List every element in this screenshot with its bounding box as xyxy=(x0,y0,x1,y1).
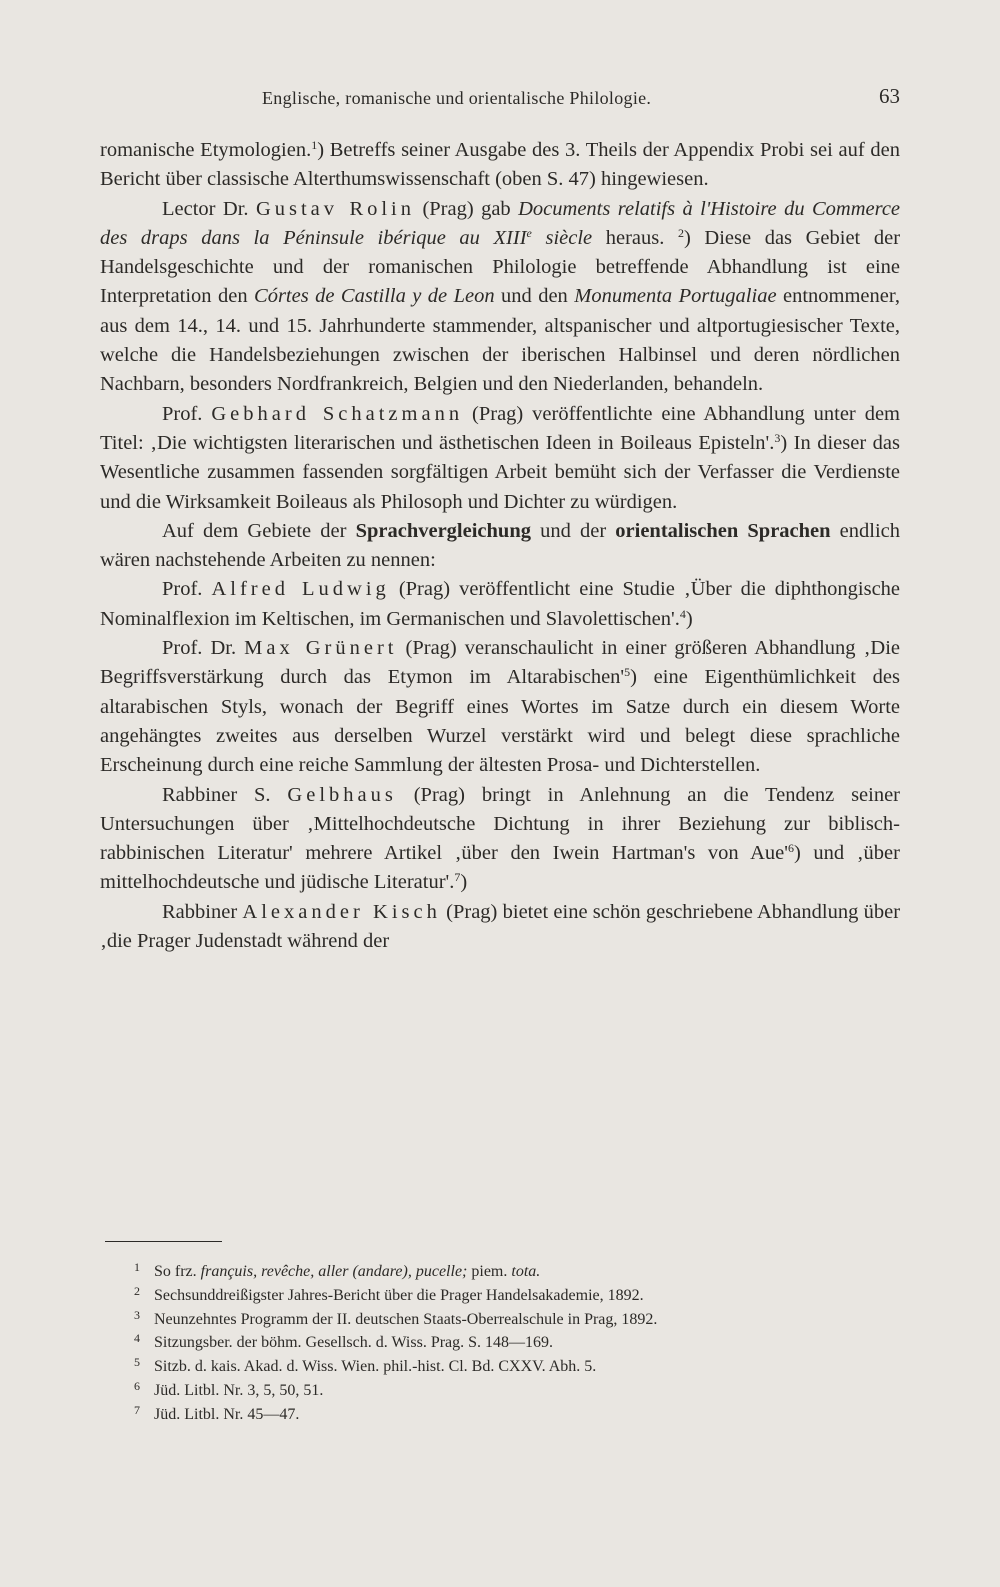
footnote-mark: 6 xyxy=(134,1378,140,1393)
text-run: endlich wären nachstehende Arbeiten zu nennen: xyxy=(100,519,901,572)
paragraph-schatzmann xyxy=(100,400,900,517)
text-run: ) und ‚über mittelhochdeutsche und jüdische Literatur'. xyxy=(100,842,900,894)
footnote-ref: 5 xyxy=(624,665,631,680)
bold-term: orientalischen Sprachen xyxy=(615,519,831,542)
text-run: (Prag) veröffentlicht eine Studie ‚Über die diphthongische Nominalflexion im Keltischen, im Germanischen und Slavolettischen'. xyxy=(100,578,901,630)
text-run: Rabbiner xyxy=(162,900,238,923)
footnote-mark: 7 xyxy=(134,1402,140,1417)
footnote-italic: françuis, revêche, aller (andare), pucelle; xyxy=(200,1263,468,1280)
footnote-3 xyxy=(134,1307,914,1332)
running-title: Englische, romanische und orientalische Philologie. xyxy=(262,88,652,108)
footnote-ref: 3 xyxy=(774,430,781,445)
footnotes xyxy=(134,1260,914,1427)
footnote-mark: 3 xyxy=(134,1307,140,1322)
paragraph-kisch xyxy=(100,898,900,957)
text-run: und der xyxy=(540,519,607,542)
superscript: e xyxy=(526,225,532,240)
text-run: Prof. Dr. xyxy=(162,637,237,660)
footnote-text: Sitzungsber. der böhm. Gesellsch. d. Wiss. Prag. S. 148—169. xyxy=(154,1334,554,1352)
footnote-2 xyxy=(134,1283,914,1308)
footnote-mark: 1 xyxy=(134,1260,140,1274)
footnote-mark: 5 xyxy=(134,1355,140,1370)
author-name: Gebhard Schatzmann xyxy=(211,402,464,425)
text-run: Prof. xyxy=(162,578,203,601)
text-run: ) xyxy=(460,871,468,894)
text-run: heraus. xyxy=(605,226,665,249)
footnote-text: Sechsunddreißigster Jahres-Bericht über die Prager Handelsakademie, 1892. xyxy=(154,1286,644,1304)
text-run: romanische Etymologien. xyxy=(100,139,312,161)
text-run: (Prag) veranschaulicht in einer größeren Abhandlung ‚Die Begriffsverstärkung durch das Etymon im Altarabischen' xyxy=(100,637,900,689)
work-title: Documents relatifs à l'Histoire du Commerce des draps dans la Péninsule ibérique au XIII xyxy=(100,197,901,249)
paragraph-rolin xyxy=(100,195,900,400)
text-run: (Prag) bringt in Anlehnung an die Tendenz seiner Untersuchungen über ‚Mittelhochdeutsche Dichtung in ihrer Beziehung zur biblisch-rabbinischen Literatur' mehrere Artikel ‚über den Iwein Hartman's von Aue' xyxy=(100,783,901,865)
author-name: Alexander Kisch xyxy=(242,900,441,923)
paragraph-gelbhaus xyxy=(100,781,900,898)
text-run: ) xyxy=(685,607,693,630)
page-number: 63 xyxy=(879,84,900,108)
footnote-text: Neunzehntes Programm der II. deutschen Staats-Oberrealschule in Prag, 1892. xyxy=(154,1310,658,1328)
work-title: siècle xyxy=(545,226,593,249)
text-run: und den xyxy=(501,285,568,308)
footnote-text: piem. xyxy=(471,1263,508,1280)
text-run: entnommener, aus dem 14., 14. und 15. Jahrhunderte stammender, altspanischer und altportugiesischer Texte, welche die Handelsbeziehungen zwischen der iberischen Halbinsel und deren nördlichen Nachbarn, besonders Nordfrankreich, Belgien und den Niederlanden, behandeln. xyxy=(100,285,900,396)
work-title: Monumenta Portugaliae xyxy=(574,285,777,308)
paragraph-ludwig xyxy=(100,575,900,634)
footnote-text: Jüd. Litbl. Nr. 3, 5, 50, 51. xyxy=(154,1381,324,1399)
text-run: ) Betreffs seiner Ausgabe des 3. Theils der Appendix Probi sei auf den Bericht über classische Alterthumswissenschaft (oben S. 47) hingewiesen. xyxy=(100,139,900,191)
footnote-ref: 1 xyxy=(311,138,318,152)
footnote-rule xyxy=(105,1241,222,1242)
body-text xyxy=(100,136,900,956)
footnote-ref: 4 xyxy=(679,606,686,621)
text-run: Auf dem Gebiete der xyxy=(162,519,347,542)
footnote-text: Sitzb. d. kais. Akad. d. Wiss. Wien. phil.-hist. Cl. Bd. CXXV. Abh. 5. xyxy=(154,1358,597,1376)
text-run: (Prag) veröffentlichte eine Abhandlung unter dem Titel: ‚Die wichtigsten literarischen und ästhetischen Ideen in Boileaus Episteln'. xyxy=(100,402,900,454)
text-run: (Prag) bietet eine schön geschriebene Abhandlung über ‚die Prager Judenstadt während der xyxy=(100,900,901,953)
text-run: ) eine Eigenthümlichkeit des altarabischen Styls, wonach der Begriff eines Wortes im Satze durch ein diesem Worte angehängtes zweites aus derselben Wurzel verstärkt wird und belegt diese sprachliche Erscheinung durch eine reiche Sammlung der ältesten Prosa- und Dichterstellen. xyxy=(100,666,901,777)
author-name: Alfred Ludwig xyxy=(211,578,390,601)
text-run: (Prag) gab xyxy=(422,197,511,220)
author-name: Max Grünert xyxy=(244,637,398,660)
text-run: Prof. xyxy=(162,402,203,425)
footnote-ref: 7 xyxy=(454,870,461,885)
paragraph-gruenert xyxy=(100,634,900,780)
bold-term: Sprachvergleichung xyxy=(355,519,531,542)
footnote-6 xyxy=(134,1378,914,1403)
footnote-italic: tota. xyxy=(511,1263,541,1280)
page-header xyxy=(100,82,900,112)
work-title: Córtes de Castilla y de Leon xyxy=(254,285,495,308)
footnote-text: Jüd. Litbl. Nr. 45—47. xyxy=(154,1405,300,1423)
paragraph-etymologien xyxy=(100,136,900,195)
footnote-text: So frz. xyxy=(154,1263,197,1280)
footnote-1 xyxy=(134,1260,914,1284)
footnote-5 xyxy=(134,1355,914,1379)
text-run: Rabbiner S. xyxy=(162,783,271,806)
text-run: ) In dieser das Wesentliche zusammen fassenden sorgfältigen Arbeit bemüht sich der Verfasser die Verdienste und die Wirksamkeit Boileaus als Philosoph und Dichter zu würdigen. xyxy=(100,431,900,513)
footnote-mark: 4 xyxy=(134,1331,140,1346)
author-name: Gustav Rolin xyxy=(255,197,416,220)
footnote-mark: 2 xyxy=(134,1283,140,1298)
footnote-4 xyxy=(134,1331,914,1355)
footnote-ref: 2 xyxy=(678,225,684,240)
author-name: Gelbhaus xyxy=(287,783,397,806)
text-run: ) Diese das Gebiet der Handelsgeschichte und der romanischen Philologie betreffende Abhandlung ist eine Interpretation den xyxy=(100,226,901,308)
footnote-7 xyxy=(134,1402,914,1427)
text-run: Lector Dr. xyxy=(162,197,249,220)
paragraph-sprachvergleichung xyxy=(100,517,900,576)
footnote-ref: 6 xyxy=(787,841,794,856)
